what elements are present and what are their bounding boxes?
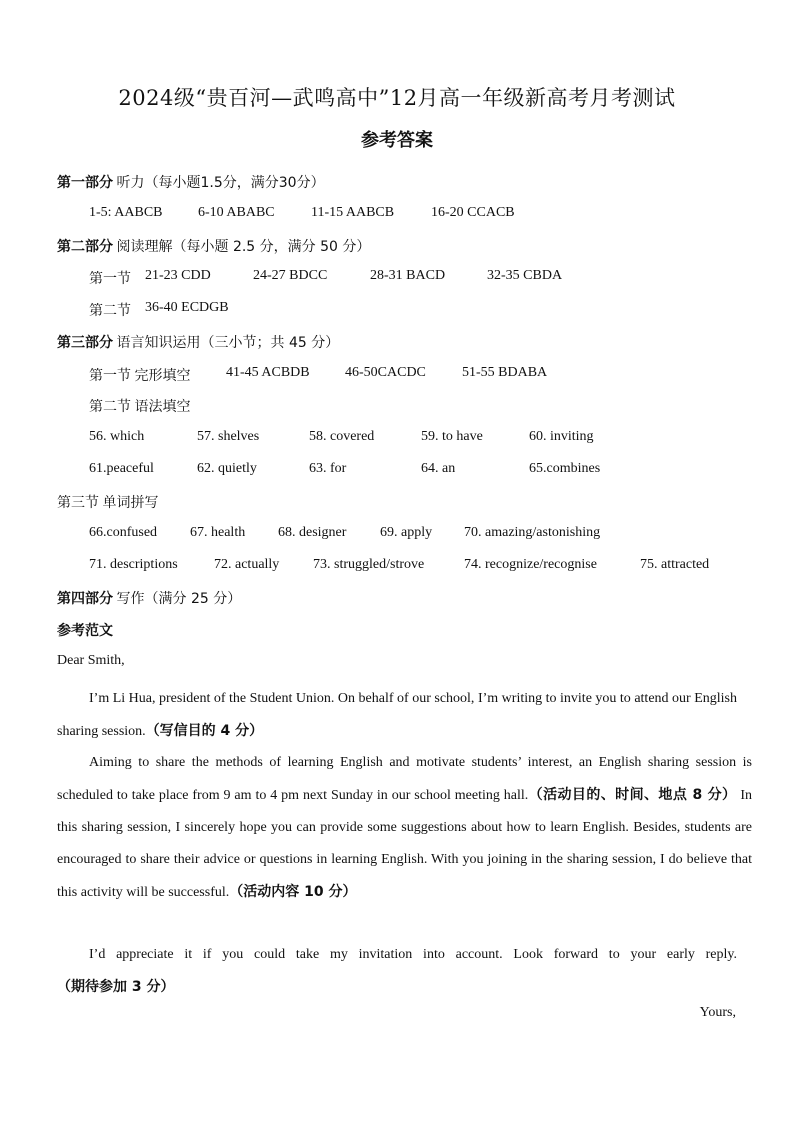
paragraph-1-score-note: （写信目的 4 分） (145, 723, 264, 739)
part3-heading-line (57, 332, 339, 352)
spelling-answer: 68. designer (278, 525, 347, 540)
grammar-answer: 64. an (421, 461, 456, 476)
part2-sec2-label: 第二节 (89, 304, 131, 319)
part4-desc: 写作（满分 25 分） (116, 591, 242, 607)
page-subtitle: 参考答案 (361, 130, 433, 151)
spelling-answer: 75. attracted (640, 557, 710, 572)
paragraph-2-text-a: Aiming to share the methods of learning English and motivate students’ interest, an English sharing session is scheduled to take place from 9 am to 4 pm next Sunday in our school meeting hall. (57, 755, 752, 803)
paragraph-2-score-note-a: （活动目的、时间、地点 8 分） (528, 787, 737, 803)
paragraph-3-score-note: （期待参加 3 分） (57, 979, 175, 995)
page-title: 2024级“贵百河—武鸣高中”12月高一年级新高考月考测试 (118, 86, 676, 110)
paragraph-3-text: I’d appreciate it if you could take my invitation into account. Look forward to your early reply. (89, 947, 737, 962)
part4-heading-line (57, 588, 241, 608)
grammar-answer: 62. quietly (197, 461, 257, 476)
part2-desc: 阅读理解（每小题 2.5 分，满分 50 分） (116, 239, 371, 255)
spelling-answer: 67. health (190, 525, 246, 540)
part4-heading: 第四部分 (57, 591, 113, 607)
spelling-answer: 69. apply (380, 525, 433, 540)
sample-essay-label: 参考范文 (57, 624, 113, 639)
part3-sec3-label: 第三节 单词拼写 (57, 496, 159, 511)
spelling-answer: 66.confused (89, 525, 158, 540)
letter-closing: Yours, (699, 1005, 736, 1020)
spelling-answer: 71. descriptions (89, 557, 178, 572)
part2-heading: 第二部分 (57, 239, 113, 255)
paragraph-2-score-note-b: （活动内容 10 分） (229, 884, 357, 900)
grammar-answer: 65.combines (529, 461, 601, 476)
part2-sec1-answer: 21-23 CDD (145, 268, 211, 283)
part1-desc: 听力（每小题1.5分，满分30分） (116, 175, 325, 191)
part2-sec1-answer: 28-31 BACD (370, 268, 446, 283)
spelling-answer: 72. actually (214, 557, 280, 572)
part3-sec1-label: 第一节 完形填空 (89, 369, 191, 384)
part1-heading: 第一部分 (57, 175, 113, 191)
grammar-answer: 63. for (309, 461, 347, 476)
spelling-answer: 73. struggled/strove (313, 557, 425, 572)
part3-heading: 第三部分 (57, 335, 113, 351)
part2-heading-line (57, 236, 370, 256)
part2-sec1-answer: 32-35 CBDA (487, 268, 563, 283)
part1-answer: 16-20 CCACB (431, 205, 515, 220)
part3-sec2-label: 第二节 语法填空 (89, 400, 191, 415)
part2-sec1-answer: 24-27 BDCC (253, 268, 328, 283)
part3-sec1-answer: 46-50CACDC (345, 365, 426, 380)
grammar-answer: 59. to have (421, 429, 483, 444)
letter-paragraph-3 (57, 939, 737, 1004)
grammar-answer: 58. covered (309, 429, 375, 444)
part1-heading-line (57, 172, 325, 192)
letter-paragraph-2 (57, 747, 752, 909)
part3-sec1-answer: 51-55 BDABA (462, 365, 548, 380)
letter-salutation: Dear Smith, (57, 653, 125, 668)
spelling-answer: 70. amazing/astonishing (464, 525, 601, 540)
part3-desc: 语言知识运用（三小节；共 45 分） (116, 335, 340, 351)
spelling-answer: 74. recognize/recognise (464, 557, 597, 572)
part2-sec2-answer: 36-40 ECDGB (145, 300, 229, 315)
paragraph-2-text-b: In this sharing session, I sincerely hope you can provide some suggestions about how to learn English. Besides, students are encouraged to share their advice or questions in learning English. With you joining in the sharing session, I do believe that this activity will be successful. (57, 788, 752, 900)
part3-sec1-answer: 41-45 ACBDB (226, 365, 310, 380)
paragraph-1-text: I’m Li Hua, president of the Student Union. On behalf of our school, I’m writing to invite you to attend our English sharing session. (57, 691, 737, 739)
part1-answer: 11-15 AABCB (311, 205, 395, 220)
letter-paragraph-1 (57, 683, 737, 748)
part2-sec1-label: 第一节 (89, 272, 131, 287)
grammar-answer: 57. shelves (197, 429, 260, 444)
grammar-answer: 60. inviting (529, 429, 594, 444)
part1-answer: 1-5: AABCB (89, 205, 163, 220)
grammar-answer: 61.peaceful (89, 461, 154, 476)
part1-answer: 6-10 ABABC (198, 205, 275, 220)
grammar-answer: 56. which (89, 429, 145, 444)
